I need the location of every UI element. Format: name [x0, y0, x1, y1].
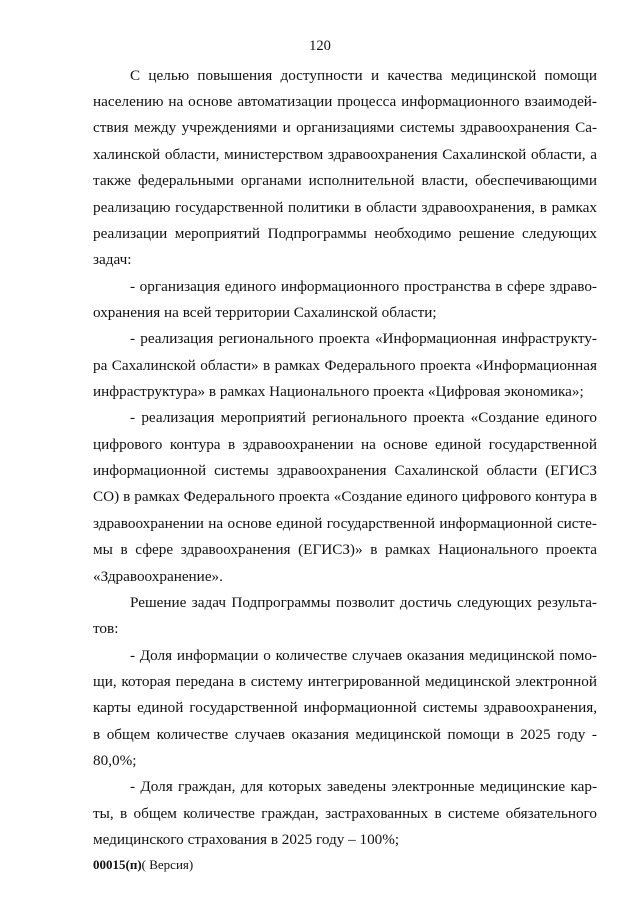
text-line: халинской области, министерством здравоохранения Сахалинской области, а	[93, 146, 597, 163]
document-footer	[93, 857, 193, 873]
text-line: - реализация мероприятий регионального проекта «Создание единого	[130, 409, 597, 426]
text-line: информационной системы здравоохранения Сахалинской области (ЕГИСЗ	[93, 462, 597, 479]
text-line: - Доля граждан, для которых заведены электронные медицинские кар-	[130, 778, 597, 795]
text-line: ты, в общем количестве граждан, застрахованных в системе обязательного	[93, 805, 597, 822]
text-line: - организация единого информационного пространства в сфере здраво-	[130, 278, 597, 295]
text-line: медицинского страхования в 2025 году – 100%;	[93, 831, 400, 848]
text-line: реализацию государственной политики в области здравоохранения, в рамках	[93, 199, 597, 216]
text-line: Решение задач Подпрограммы позволит достичь следующих результа-	[130, 594, 597, 611]
version-label: ( Версия)	[141, 857, 194, 872]
text-line: «Здравоохранение».	[93, 568, 223, 585]
text-line: карты единой государственной информационной системы здравоохранения,	[93, 699, 597, 716]
text-line: - реализация регионального проекта «Информационная инфраструкту-	[130, 330, 597, 347]
text-line: СО) в рамках Федерального проекта «Создание единого цифрового контура в	[93, 488, 597, 505]
text-line: инфраструктура» в рамках Национального проекта «Цифровая экономика»;	[93, 383, 584, 400]
text-line: охранения на всей территории Сахалинской области;	[93, 304, 437, 321]
text-line: - Доля информации о количестве случаев оказания медицинской помо-	[130, 647, 597, 664]
text-line: ра Сахалинской области» в рамках Федерального проекта «Информационная	[93, 357, 597, 374]
text-line: тов:	[93, 620, 119, 637]
page-number: 120	[309, 38, 331, 54]
text-line: реализации мероприятий Подпрограммы необходимо решение следующих	[93, 225, 597, 242]
text-line: цифрового контура в здравоохранении на основе единой государственной	[93, 436, 597, 453]
text-line: также федеральными органами исполнительной власти, обеспечивающими	[93, 172, 597, 189]
text-line: мы в сфере здравоохранения (ЕГИСЗ)» в рамках Национального проекта	[93, 541, 597, 558]
text-line: задач:	[93, 251, 132, 268]
text-line: в общем количестве случаев оказания медицинской помощи в 2025 году -	[93, 726, 597, 743]
text-line: 80,0%;	[93, 752, 137, 769]
text-line: щи, которая передана в систему интегрированной медицинской электронной	[93, 673, 597, 690]
text-line: здравоохранении на основе единой государственной информационной систе-	[93, 515, 597, 532]
document-code: 00015(п)	[93, 857, 142, 872]
text-line: ствия между учреждениями и организациями системы здравоохранения Са-	[93, 119, 597, 136]
text-line: С целью повышения доступности и качества медицинской помощи	[130, 67, 597, 84]
text-line: населению на основе автоматизации процесса информационного взаимодей-	[93, 93, 597, 110]
